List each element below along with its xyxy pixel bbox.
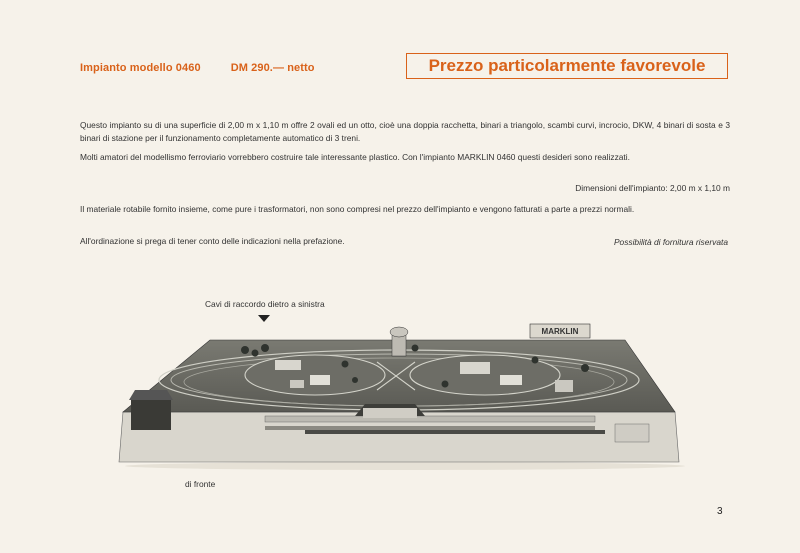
availability-note: Possibilità di fornitura riservata	[613, 237, 728, 247]
price-highlight-text: Prezzo particolarmente favorevole	[428, 56, 706, 75]
description-paragraph-3: Il materiale rotabile fornito insieme, come pure i trasformatori, non sono compresi nel prezzo dell'impianto e vengono fatturati a parte a prezzi normali.	[80, 204, 635, 214]
dimensions-text: Dimensioni dell'impianto: 2,00 m x 1,10 m	[575, 183, 730, 193]
description-paragraph-2: Molti amatori del modellismo ferroviario vorrebbero costruire tale interessante plastico. Con l'impianto MARKLIN 0460 questi desideri sono realizzati.	[80, 152, 630, 162]
description-paragraph-1: Questo impianto su di una superficie di 2,00 m x 1,10 m offre 2 ovali ed un otto, cioè una doppia racchetta, binari a triangolo, scambi curvi, incrocio, DKW, 4 binari di sosta e 3 binari di stazione per il funzionamento completamente automatico di 3 treni.	[80, 120, 730, 143]
model-name: Impianto modello 0460	[80, 62, 201, 74]
cables-label: Cavi di raccordo dietro a sinistra	[205, 299, 325, 309]
price-highlight-box	[406, 53, 728, 79]
order-note: All'ordinazione si prega di tener conto delle indicazioni nella prefazione.	[80, 236, 345, 246]
page-number: 3	[717, 506, 723, 517]
front-label: di fronte	[185, 479, 216, 489]
model-header	[80, 62, 315, 74]
board-sign-text: MARKLIN	[541, 327, 579, 336]
model-price: DM 290.— netto	[230, 62, 315, 74]
layout-photo	[115, 320, 687, 470]
